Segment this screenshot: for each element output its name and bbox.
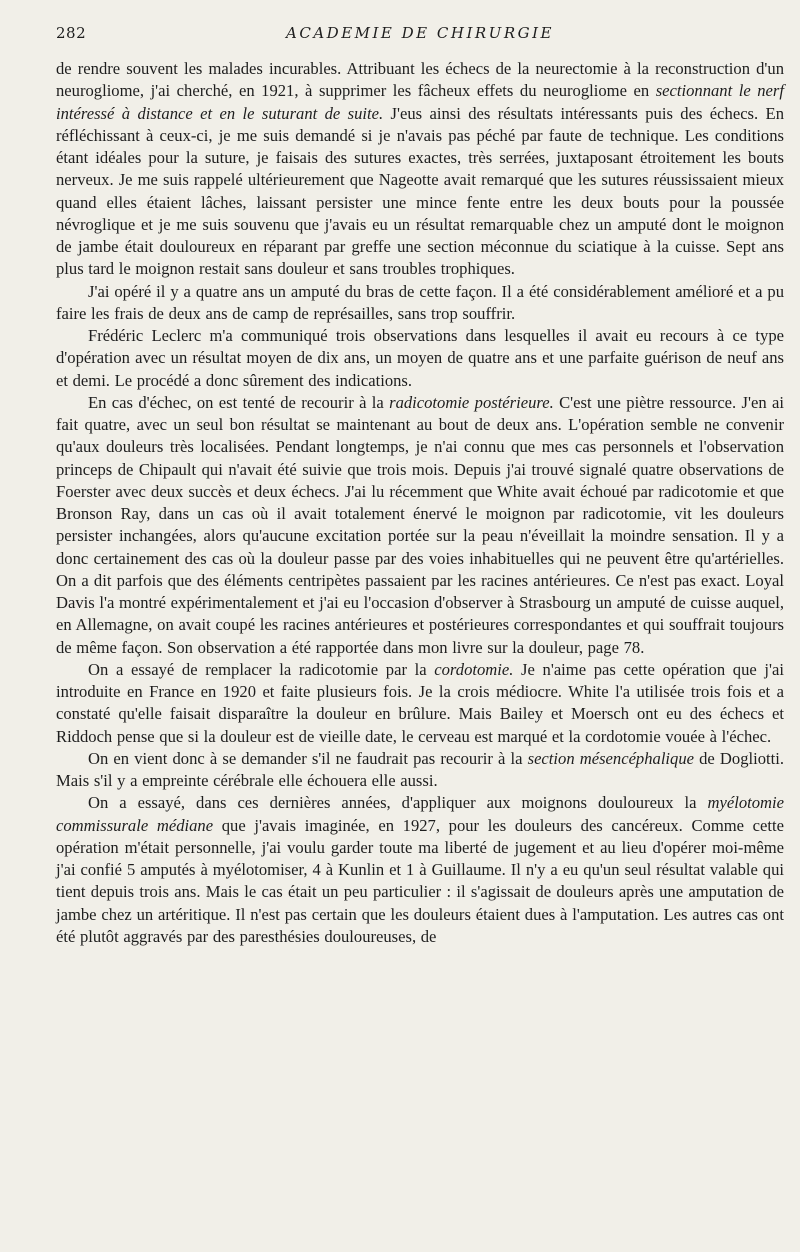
paragraph <box>56 325 784 392</box>
italic-phrase: section mésencéphalique <box>527 748 695 768</box>
italic-phrase: myélotomie commissurale médiane <box>56 793 784 835</box>
text-run: J'eus ainsi des résultats intéressants puis des échecs. En réfléchissant à ceux-ci, je me suis demandé si je n'avais pas péché par faute de technique. Les conditions étant idéales pour la suture, je faisais des sutures exactes, très serrées, juxtaposant étroitement les bouts nerveux. Je me suis rappelé ultérieurement que Nageotte avait remarqué que les sutures réussissaient mieux quand elles étaient lâches, laissant persister une mince fente entre les deux bouts pour la poussée névroglique et je me suis souvenu que j'avais eu un résultat remarquable chez un amputé dont le moignon de jambe était douloureux en réparant par greffe une section méconnue du sciatique à la cuisse. Sept ans plus tard le moignon restait sans douleur et sans troubles trophiques. <box>56 103 784 279</box>
paragraph <box>56 58 784 281</box>
italic-phrase: cordotomie. <box>434 659 514 679</box>
text-run: Je n'aime pas cette opération que j'ai introduite en France en 1920 et faite plusieurs fois. Je la crois médiocre. White l'a utilisée trois fois et a constaté qu'elle faisait disparaître la douleur en brûlure. Mais Bailey et Moersch ont eu des échecs et Riddoch pense que si la douleur est de vieille date, le cerveau est marqué et la cordotomie vouée à l'échec. <box>56 659 784 746</box>
italic-phrase: sectionnant le nerf intéressé à distance et en le suturant de suite. <box>56 81 784 123</box>
text-run: J'ai opéré il y a quatre ans un amputé du bras de cette façon. Il a été considérablement amélioré et a pu faire les frais de deux ans de camp de représailles, sans trop souffrir. <box>56 281 784 323</box>
text-run: de rendre souvent les malades incurables. Attribuant les échecs de la neurectomie à la reconstruction d'un neurogliome, j'ai cherché, en 1921, à supprimer les fâcheux effets du neurogliome en <box>56 59 784 101</box>
text-run: Frédéric Leclerc m'a communiqué trois observations dans lesquelles il avait eu recours à ce type d'opération avec un résultat moyen de dix ans, un moyen de quatre ans et une parfaite guérison de neuf ans et demi. Le procédé a donc sûrement des indications. <box>56 326 784 390</box>
paragraph <box>56 392 784 659</box>
running-title: ACADEMIE DE CHIRURGIE <box>286 24 554 42</box>
italic-phrase: radicotomie postérieure. <box>389 392 554 412</box>
document-page <box>56 20 784 948</box>
paragraph <box>56 659 784 748</box>
text-run: On a essayé, dans ces dernières années, d'appliquer aux moignons douloureux la <box>88 793 708 813</box>
text-run: En cas d'échec, on est tenté de recourir à la <box>88 392 390 412</box>
text-run: C'est une piètre ressource. J'en ai fait quatre, avec un seul bon résultat se maintenant au bout de deux ans. L'opération semble ne convenir qu'aux douleurs très localisées. Pendant longtemps, je n'ai connu que mes cas personnels et l'observation princeps de Chipault qui n'avait été suivie que trois mois. Depuis j'ai trouvé signalé quatre observations de Foerster avec deux succès et deux échecs. J'ai lu récemment que White avait échoué par radicotomie et que Bronson Ray, dans un cas où il avait totalement énervé le moignon par radicotomie, vit les douleurs persister inchangées, alors qu'aucune excitation portée sur la peau n'éveillait la moindre sensation. Il y a donc certainement des cas où la douleur passe par des voies inhabituelles qui ne peuvent être qu'artérielles. On a dit parfois que des éléments centripètes passaient par les racines antérieures. Ce n'est pas exact. Loyal Davis l'a montré expérimentalement et j'ai eu l'occasion d'observer à Strasbourg un amputé de cuisse auquel, en Allemagne, on avait coupé les racines antérieures et postérieures correspondantes et qui souffrait toujours de même façon. Son observation a été rapportée dans mon livre sur la douleur, page 78. <box>56 392 784 657</box>
text-run: de Dogliotti. Mais s'il y a empreinte cérébrale elle échouera elle aussi. <box>56 748 784 790</box>
page-header <box>56 20 784 50</box>
paragraph <box>56 281 784 326</box>
paragraph <box>56 792 784 948</box>
paragraph <box>56 748 784 793</box>
page-number: 282 <box>56 24 87 42</box>
body-text <box>56 58 784 948</box>
text-run: On a essayé de remplacer la radicotomie par la <box>88 659 435 679</box>
text-run: que j'avais imaginée, en 1927, pour les douleurs des cancéreux. Comme cette opération m'était personnelle, j'ai voulu garder toute ma liberté de jugement et au lieu d'opérer moi-même j'ai confié 5 amputés à myélotomiser, 4 à Kunlin et 1 à Guillaume. Il n'y a eu qu'un seul résultat valable qui tient depuis trois ans. Mais le cas était un peu particulier : il s'agissait de douleurs après une amputation de jambe chez un artéritique. Il n'est pas certain que les douleurs étaient dues à l'amputation. Les autres cas ont été plutôt aggravés par des paresthésies douloureuses, de <box>56 815 784 946</box>
text-run: On en vient donc à se demander s'il ne faudrait pas recourir à la <box>88 748 528 768</box>
